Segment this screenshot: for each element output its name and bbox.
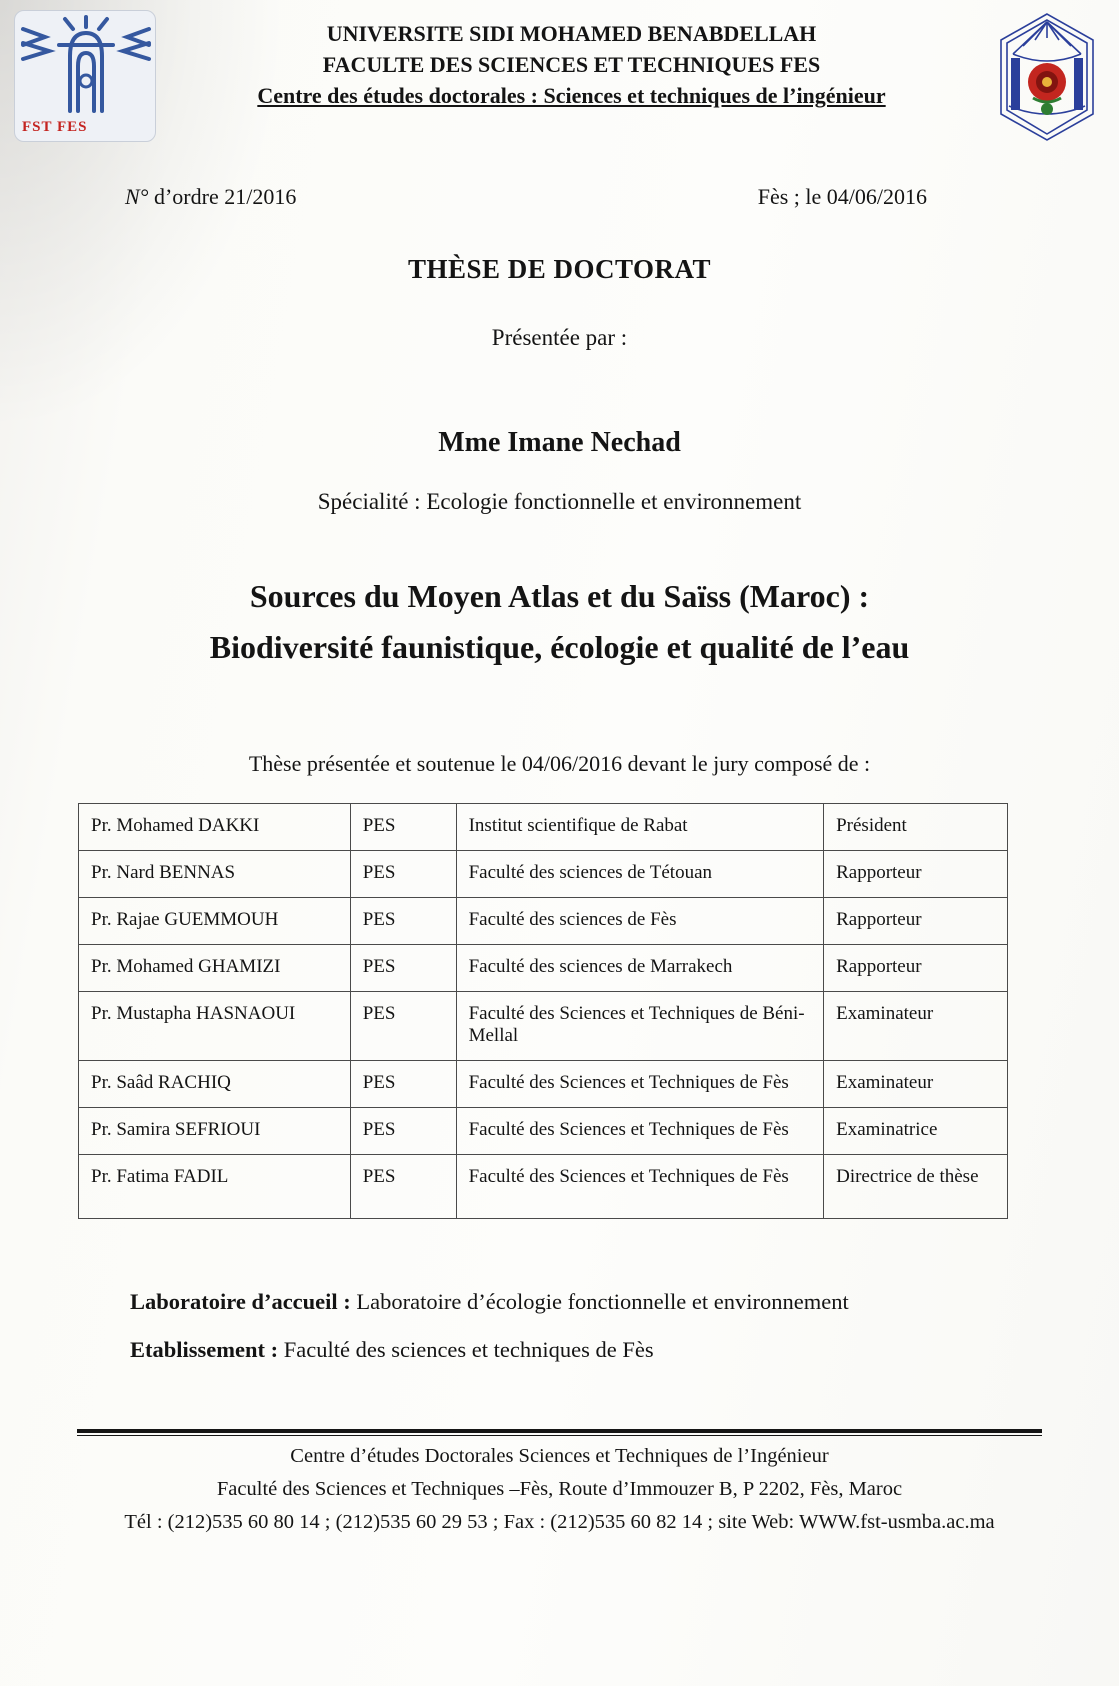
jury-member-name: Pr. Mohamed GHAMIZI	[79, 945, 351, 992]
jury-member-role: Rapporteur	[824, 898, 1008, 945]
host-laboratory-line	[130, 1289, 1119, 1315]
table-row	[79, 945, 1008, 992]
order-number-rest: d’ordre 21/2016	[148, 184, 297, 209]
jury-member-institution: Faculté des Sciences et Techniques de Fès	[456, 1155, 823, 1219]
establishment-label: Etablissement :	[130, 1337, 279, 1363]
footer-line-address: Faculté des Sciences et Techniques –Fès, Route d’Immouzer B, P 2202, Fès, Maroc	[216, 1478, 903, 1501]
establishment-value: Faculté des sciences et techniques de Fès	[278, 1337, 654, 1363]
jury-member-name: Pr. Saâd RACHIQ	[79, 1061, 351, 1108]
jury-member-role: Examinateur	[824, 1061, 1008, 1108]
presented-by-label: Présentée par :	[491, 325, 628, 350]
table-row	[79, 804, 1008, 851]
jury-member-institution: Faculté des Sciences et Techniques de Fès	[456, 1108, 823, 1155]
author-name: Mme Imane Nechad	[438, 427, 681, 458]
jury-member-name: Pr. Mustapha HASNAOUI	[79, 992, 351, 1061]
jury-member-institution: Institut scientifique de Rabat	[456, 804, 823, 851]
table-row	[79, 1155, 1008, 1219]
jury-member-institution: Faculté des sciences de Marrakech	[456, 945, 823, 992]
footer-line-center: Centre d’études Doctorales Sciences et Techniques de l’Ingénieur	[290, 1445, 829, 1468]
jury-member-institution: Faculté des sciences de Fès	[456, 898, 823, 945]
host-laboratory-value: Laboratoire d’écologie fonctionnelle et environnement	[350, 1289, 849, 1315]
jury-member-role: Président	[824, 804, 1008, 851]
order-number	[125, 184, 296, 210]
jury-member-grade: PES	[350, 851, 456, 898]
jury-member-grade: PES	[350, 1108, 456, 1155]
jury-member-grade: PES	[350, 1155, 456, 1219]
jury-member-institution: Faculté des sciences de Tétouan	[456, 851, 823, 898]
thesis-heading: THÈSE DE DOCTORAT	[407, 254, 712, 284]
jury-intro-line: Thèse présentée et soutenue le 04/06/2016 devant le jury composé de :	[248, 751, 871, 777]
jury-member-name: Pr. Fatima FADIL	[79, 1155, 351, 1219]
speciality-line: Spécialité : Ecologie fonctionnelle et environnement	[317, 489, 802, 514]
table-row	[79, 992, 1008, 1061]
jury-member-name: Pr. Nard BENNAS	[79, 851, 351, 898]
fst-logo	[14, 10, 156, 142]
table-row	[79, 1061, 1008, 1108]
jury-member-grade: PES	[350, 945, 456, 992]
jury-member-institution: Faculté des Sciences et Techniques de Fès	[456, 1061, 823, 1108]
establishment-line	[130, 1337, 1119, 1363]
jury-member-role: Examinatrice	[824, 1108, 1008, 1155]
jury-member-grade: PES	[350, 1061, 456, 1108]
table-row	[79, 898, 1008, 945]
university-name: UNIVERSITE SIDI MOHAMED BENABDELLAH	[326, 21, 817, 46]
footer	[0, 1440, 1119, 1538]
jury-table	[78, 803, 1008, 1219]
university-seal-graphic	[987, 10, 1107, 144]
jury-member-name: Pr. Mohamed DAKKI	[79, 804, 351, 851]
jury-member-role: Rapporteur	[824, 945, 1008, 992]
order-date-row	[0, 184, 1119, 210]
university-seal-icon	[987, 10, 1107, 144]
jury-member-grade: PES	[350, 804, 456, 851]
thesis-title-line2: Biodiversité faunistique, écologie et qualité de l’eau	[209, 629, 910, 666]
header	[0, 0, 1119, 144]
doctoral-center-name: Centre des études doctorales : Sciences et techniques de l’ingénieur	[257, 83, 886, 109]
jury-member-name: Pr. Rajae GUEMMOUH	[79, 898, 351, 945]
jury-member-role: Examinateur	[824, 992, 1008, 1061]
table-row	[79, 1108, 1008, 1155]
faculty-name: FACULTE DES SCIENCES ET TECHNIQUES FES	[322, 52, 821, 78]
fst-logo-text: FST FES	[22, 119, 88, 135]
footer-line-contact: Tél : (212)535 60 80 14 ; (212)535 60 29 53 ; Fax : (212)535 60 82 14 ; site Web: WWW.fst-usmba.ac.ma	[124, 1510, 995, 1533]
jury-member-institution: Faculté des Sciences et Techniques de Béni-Mellal	[456, 992, 823, 1061]
host-block	[0, 1289, 1119, 1363]
jury-member-grade: PES	[350, 898, 456, 945]
table-row	[79, 851, 1008, 898]
thesis-title	[0, 571, 1119, 673]
jury-member-role: Rapporteur	[824, 851, 1008, 898]
university-header-text	[156, 10, 987, 112]
place-date: Fès ; le 04/06/2016	[757, 184, 927, 209]
footer-divider	[77, 1429, 1042, 1436]
jury-member-role: Directrice de thèse	[824, 1155, 1008, 1219]
jury-member-grade: PES	[350, 992, 456, 1061]
jury-member-name: Pr. Samira SEFRIOUI	[79, 1108, 351, 1155]
thesis-title-line1: Sources du Moyen Atlas et du Saïss (Maroc) :	[249, 578, 870, 614]
host-laboratory-label: Laboratoire d’accueil :	[130, 1289, 351, 1315]
order-number-prefix: N°	[125, 184, 149, 209]
